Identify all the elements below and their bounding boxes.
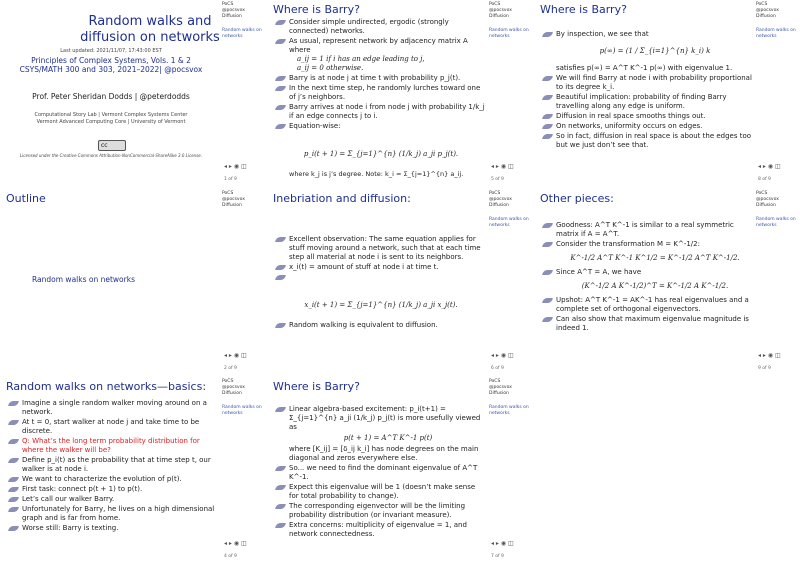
slide-heading: Where is Barry? [540, 3, 627, 16]
list-item: Beautiful implication: probability of finding Barry travelling along any edge is uniform. [542, 93, 754, 111]
sidebar-pocs: PoCS [222, 2, 234, 7]
list-item: We want to characterize the evolution of p(t). [8, 475, 220, 484]
nav-icons[interactable]: ◂ ▸ ◉ ◫ [491, 163, 514, 170]
updated-date: Last updated: 2021/11/07, 17:43:00 EST [60, 48, 162, 54]
list-item: Random walking is equivalent to diffusion. [275, 321, 487, 330]
list-item: Extra concerns: multiplicity of eigenvalue = 1, and network connectedness. [275, 521, 487, 539]
slide-basics [0, 377, 266, 565]
nav-icons[interactable]: ◂ ▸ ◉ ◫ [224, 540, 247, 547]
sidebar-pocs: PoCS [489, 379, 501, 384]
list-item [542, 30, 754, 73]
adjacency-rule-1: a_ij = 1 if i has an edge leading to j, [297, 55, 425, 63]
list-item: Q: What’s the long term probability distribution for where the walker will be? [8, 437, 220, 455]
list-item: Expect this eigenvalue will be 1 (doesn’t make sense for total probability to change). [275, 483, 487, 501]
slide-heading: Random walks on networks—basics: [6, 380, 207, 393]
nav-icons[interactable]: ◂ ▸ ◉ ◫ [224, 163, 247, 170]
slide-heading: Where is Barry? [273, 3, 360, 16]
license-text: Licensed under the Creative Commons Attribution-NonCommercial-ShareAlike 3.0 License. [19, 153, 203, 158]
bullet-list [542, 30, 754, 151]
sidebar-topic: Diffusion [489, 391, 509, 396]
equation: p(∞) = (1 / Σ_{i=1}^{n} k_i) k [599, 47, 711, 55]
nav-icons[interactable]: ◂ ▸ ◉ ◫ [491, 540, 514, 547]
author-line: Prof. Peter Sheridan Dodds | @peterdodds [32, 92, 190, 101]
list-item: First task: connect p(t + 1) to p(t). [8, 485, 220, 494]
list-item: Upshot: A^T K^-1 = AK^-1 has real eigenvalues and a complete set of orthogonal eigenvectors. [542, 296, 754, 314]
sidebar-handle: @pocsvox [489, 385, 512, 390]
sidebar-topic: Diffusion [222, 203, 242, 208]
nav-icons[interactable]: ◂ ▸ ◉ ◫ [758, 352, 781, 359]
equation: p_i(t + 1) = Σ_{j=1}^{n} (1/k_j) a_ji p_j(t). [303, 150, 459, 158]
list-item: Consider simple undirected, ergodic (strongly connected) networks. [275, 18, 487, 36]
equation: p(t + 1) = A^T K^-1 p(t) [343, 434, 433, 442]
page-number: 4 of 9 [224, 554, 237, 559]
slide-heading: Outline [6, 192, 46, 205]
sidebar [222, 379, 264, 417]
slide-title [0, 0, 266, 188]
list-item [275, 37, 487, 73]
sidebar [489, 191, 531, 229]
sidebar-hint[interactable]: Random walks on networks [222, 28, 262, 39]
sidebar-handle: @pocsvox [222, 385, 245, 390]
list-item: Excellent observation: The same equation applies for stuff moving around a network, such that at each time step all material at node i is sent to its neighbors. [275, 235, 487, 262]
sidebar-hint[interactable]: Random walks on networks [756, 217, 796, 228]
list-item [542, 268, 754, 291]
deck-title: Random walks and diffusion on networks [80, 14, 220, 45]
sidebar-handle: @pocsvox [222, 197, 245, 202]
list-item: On networks, uniformity occurs on edges. [542, 122, 754, 131]
sidebar-pocs: PoCS [489, 2, 501, 7]
list-item: Imagine a single random walker moving around on a network. [8, 399, 220, 417]
bullet-list [275, 18, 487, 132]
sidebar [489, 379, 531, 417]
sidebar-topic: Diffusion [222, 391, 242, 396]
affiliation-2: Vermont Advanced Computing Core | University of Vermont [36, 119, 186, 125]
list-item: x_i(t) = amount of stuff at node i at time t. [275, 263, 487, 272]
sidebar-handle: @pocsvox [756, 197, 779, 202]
sidebar [756, 2, 798, 40]
sidebar-hint[interactable]: Random walks on networks [489, 405, 529, 416]
sidebar [222, 191, 264, 209]
sidebar [222, 2, 264, 40]
sidebar-hint[interactable]: Random walks on networks [489, 217, 529, 228]
slide-inebriation [267, 189, 533, 377]
sidebar [756, 191, 798, 229]
list-item: Worse still: Barry is texting. [8, 524, 220, 533]
slide-heading: Where is Barry? [273, 380, 360, 393]
slide-where-barry-1 [267, 0, 533, 188]
bullet-list [8, 399, 220, 534]
slide-where-barry-3 [534, 0, 800, 188]
course-line: Principles of Complex Systems, Vols. 1 & 2 CSYS/MATH 300 and 303, 2021–2022| @pocsvox [19, 56, 203, 74]
after-text: satisfies p(∞) = A^T K^-1 p(∞) with eigenvalue 1. [556, 64, 733, 72]
list-item: Let’s call our walker Barry. [8, 495, 220, 504]
equation-2: (K^-1/2 A K^-1/2)^T = K^-1/2 A K^-1/2. [581, 282, 729, 290]
sidebar-hint[interactable]: Random walks on networks [489, 28, 529, 39]
list-item: The corresponding eigenvector will be the limiting probability distribution (or invariant measure). [275, 502, 487, 520]
list-item [542, 240, 754, 263]
linear-algebra-text: Linear algebra-based excitement: p_i(t+1) = Σ_{j=1}^{n} a_ji (1/k_j) p_j(t) is more usefully viewed as [289, 405, 481, 431]
page-number: 5 of 9 [491, 177, 504, 182]
equation: x_i(t + 1) = Σ_{j=1}^{n} (1/k_j) a_ji x_j(t). [304, 301, 458, 309]
list-item: So... we need to find the dominant eigenvalue of A^T K^-1. [275, 464, 487, 482]
sidebar-handle: @pocsvox [489, 197, 512, 202]
sidebar-pocs: PoCS [222, 191, 234, 196]
list-item: At t = 0, start walker at node j and take time to be discrete. [8, 418, 220, 436]
slide-heading: Other pieces: [540, 192, 614, 205]
page-number: 1 of 9 [224, 177, 237, 182]
page-number: 8 of 9 [758, 177, 771, 182]
where-text: where [K_ij] = [δ_ij k_i] has node degrees on the main diagonal and zeros everywhere else. [289, 445, 479, 462]
list-item: In the next time step, he randomly lurches toward one of j’s neighbors. [275, 84, 487, 102]
list-item: Goodness: A^T K^-1 is similar to a real symmetric matrix if A = A^T. [542, 221, 754, 239]
list-item: So in fact, diffusion in real space is about the edges too but we just don’t see that. [542, 132, 754, 150]
transform-text: Consider the transformation M = K^-1/2: [556, 240, 700, 248]
sidebar-handle: @pocsvox [756, 8, 779, 13]
bullet-list [275, 405, 487, 540]
page-number: 6 of 9 [491, 366, 504, 371]
list-item: Barry arrives at node i from node j with probability 1/k_j if an edge connects j to i. [275, 103, 487, 121]
list-item: We will find Barry at node i with probability proportional to its degree k_i. [542, 74, 754, 92]
sidebar-topic: Diffusion [756, 203, 776, 208]
equation-note: where k_j is j’s degree. Note: k_i = Σ_{j=1}^{n} a_ij. [289, 170, 464, 178]
slide-other-pieces [534, 189, 800, 377]
slide-where-barry-2 [267, 377, 533, 565]
nav-icons[interactable]: ◂ ▸ ◉ ◫ [491, 352, 514, 359]
outline-item[interactable]: Random walks on networks [32, 275, 135, 284]
sidebar-topic: Diffusion [489, 203, 509, 208]
bullet-list [542, 221, 754, 334]
bullet-list [275, 235, 487, 283]
sidebar-pocs: PoCS [756, 191, 768, 196]
slide-heading: Inebriation and diffusion: [273, 192, 411, 205]
sidebar-pocs: PoCS [756, 2, 768, 7]
affiliation-1: Computational Story Lab | Vermont Complex Systems Center [34, 112, 188, 118]
sidebar-topic: Diffusion [756, 14, 776, 19]
since-text: Since A^T = A, we have [556, 268, 642, 276]
list-item: Define p_i(t) as the probability that at time step t, our walker is at node i. [8, 456, 220, 474]
nav-icons[interactable]: ◂ ▸ ◉ ◫ [224, 352, 247, 359]
intro-text: By inspection, we see that [556, 30, 649, 38]
sidebar-hint[interactable]: Random walks on networks [222, 405, 262, 416]
sidebar [489, 2, 531, 40]
list-item: Barry is at node j at time t with probability p_j(t). [275, 74, 487, 83]
list-item [275, 273, 487, 282]
sidebar-topic: Diffusion [222, 14, 242, 19]
page-number: 2 of 9 [224, 366, 237, 371]
list-item: Equation-wise: [275, 122, 487, 131]
list-item [275, 405, 487, 463]
sidebar-hint[interactable]: Random walks on networks [756, 28, 796, 39]
sidebar-handle: @pocsvox [489, 8, 512, 13]
bullet-list-2 [275, 321, 487, 331]
list-item: Unfortunately for Barry, he lives on a high dimensional graph and is far from home. [8, 505, 220, 523]
sidebar-topic: Diffusion [489, 14, 509, 19]
adjacency-rule-2: a_ij = 0 otherwise. [297, 64, 364, 72]
sidebar-pocs: PoCS [222, 379, 234, 384]
slide-outline [0, 189, 266, 377]
adjacency-text: As usual, represent network by adjacency matrix A where [289, 37, 468, 54]
nav-icons[interactable]: ◂ ▸ ◉ ◫ [758, 163, 781, 170]
list-item: Can also show that maximum eigenvalue magnitude is indeed 1. [542, 315, 754, 333]
sidebar-handle: @pocsvox [222, 8, 245, 13]
page-number: 9 of 9 [758, 366, 771, 371]
page-number: 7 of 9 [491, 554, 504, 559]
list-item: Diffusion in real space smooths things out. [542, 112, 754, 121]
equation-1: K^-1/2 A^T K^-1 K^1/2 = K^-1/2 A^T K^-1/2. [570, 254, 740, 262]
sidebar-pocs: PoCS [489, 191, 501, 196]
cc-license-badge [98, 140, 126, 151]
